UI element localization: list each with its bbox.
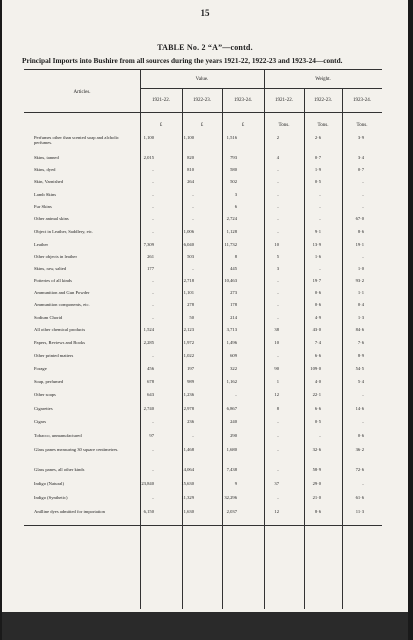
cell: 177 — [147, 266, 154, 271]
cell: 236 — [187, 419, 194, 424]
year-header: 1923-24. — [353, 98, 371, 103]
col-rule — [304, 88, 305, 609]
cell: 10 — [274, 242, 279, 247]
cell: 32,296 — [224, 495, 237, 500]
cell: .. — [361, 179, 364, 184]
cell: 643 — [147, 392, 154, 397]
cell: 0·6 — [314, 290, 321, 295]
col-rule — [140, 69, 141, 609]
cell: .. — [191, 204, 194, 209]
year-header: 1921-22. — [275, 98, 293, 103]
articles-header: Articles. — [73, 90, 91, 95]
cell: 456 — [147, 366, 154, 371]
cell: 0·5 — [314, 419, 321, 424]
cell: .. — [276, 204, 279, 209]
cell: .. — [151, 278, 154, 283]
row-label: Skins, dyed — [34, 167, 56, 172]
cell: 1,972 — [183, 340, 194, 345]
row-label: Forage — [34, 366, 47, 371]
cell: 6,040 — [183, 242, 194, 247]
cell: 58·9 — [312, 467, 321, 472]
cell: 14·6 — [355, 406, 364, 411]
row-label: Papers, Reviews and Books — [34, 340, 86, 345]
cell: .. — [151, 179, 154, 184]
cell: .. — [276, 229, 279, 234]
cell: .. — [276, 167, 279, 172]
cell: 6·6 — [314, 406, 321, 411]
cell: 8·9 — [357, 353, 364, 358]
cell: .. — [276, 419, 279, 424]
row-label: Anilline dyes admitted for importation — [34, 509, 105, 514]
cell: 8 — [276, 406, 279, 411]
cell: .. — [151, 467, 154, 472]
cell: 322 — [230, 366, 237, 371]
cell: 7,309 — [143, 242, 154, 247]
row-label: Glass panes measuring 30 square centimetres. — [34, 447, 119, 452]
cell: .. — [151, 167, 154, 172]
cell: .. — [151, 419, 154, 424]
row-label: Other animal skins — [34, 216, 69, 221]
cell: .. — [276, 433, 279, 438]
cell: 6,867 — [226, 406, 237, 411]
cell: .. — [151, 290, 154, 295]
cell: .. — [151, 315, 154, 320]
cell: 7,438 — [226, 467, 237, 472]
cell: 11,329 — [181, 495, 194, 500]
row-label: Cigars — [34, 419, 46, 424]
cell: .. — [151, 353, 154, 358]
row-label: Cigarettes — [34, 406, 53, 411]
cell: .. — [361, 392, 364, 397]
year-header: 1922-23. — [314, 98, 332, 103]
cell: 1,496 — [226, 340, 237, 345]
cell: 1,100 — [143, 135, 154, 140]
cell: 54·5 — [355, 366, 364, 371]
cell: .. — [318, 216, 321, 221]
cell: 0·5 — [314, 179, 321, 184]
row-label: Leather — [34, 242, 49, 247]
cell: .. — [151, 204, 154, 209]
cell: 10 — [274, 340, 279, 345]
cell: 290 — [230, 433, 237, 438]
unit-label: £ — [241, 123, 245, 128]
cell: 1,101 — [183, 290, 194, 295]
col-rule — [222, 88, 223, 609]
cell: 1 — [276, 379, 279, 384]
cell: 502 — [230, 179, 237, 184]
cell: 36·2 — [355, 447, 364, 452]
cell: .. — [191, 433, 194, 438]
cell: 2,037 — [226, 509, 237, 514]
cell: 609 — [230, 353, 237, 358]
cell: 67·0 — [355, 216, 364, 221]
unit-label: £ — [200, 123, 204, 128]
cell: 8 — [234, 254, 237, 259]
row-label: Ammunition and Gun Powder — [34, 290, 90, 295]
cell: 6,150 — [143, 509, 154, 514]
row-label: Tobacco, unmanufactured — [34, 433, 82, 438]
row-label: Potteries of all kinds — [34, 278, 72, 283]
cell: .. — [151, 229, 154, 234]
cell: .. — [276, 179, 279, 184]
cell: 61·6 — [355, 495, 364, 500]
cell: 1,128 — [226, 229, 237, 234]
row-label: Indigo (Natural) — [34, 481, 64, 486]
cell: .. — [276, 290, 279, 295]
cell: 13·9 — [312, 242, 321, 247]
cell: 19·7 — [312, 278, 321, 283]
cell: .. — [276, 467, 279, 472]
cell: 7·6 — [357, 340, 364, 345]
cell: 3 — [234, 192, 237, 197]
cell: 4·0 — [314, 379, 321, 384]
cell: 84·6 — [355, 327, 364, 332]
cell: 2,123 — [183, 327, 194, 332]
cell: 22·1 — [312, 392, 321, 397]
cell: 7·4 — [314, 340, 321, 345]
cell: .. — [318, 433, 321, 438]
cell: 3,713 — [226, 327, 237, 332]
cell: 6 — [234, 204, 237, 209]
cell: 4 — [276, 155, 279, 160]
row-label: Fur Skins — [34, 204, 52, 209]
year-header: 1921-22. — [152, 98, 170, 103]
cell: 0·4 — [357, 302, 364, 307]
cell: 273 — [230, 290, 237, 295]
cell: 0·6 — [314, 302, 321, 307]
cell: .. — [361, 204, 364, 209]
cell: 5·4 — [357, 379, 364, 384]
cell: .. — [361, 419, 364, 424]
cell: 2 — [276, 135, 279, 140]
row-label: All other chemical products — [34, 327, 86, 332]
cell: 197 — [187, 366, 194, 371]
table-bottom-rule — [24, 525, 382, 526]
cell: .. — [276, 302, 279, 307]
cell: 3·4 — [357, 155, 364, 160]
col-rule — [182, 88, 183, 609]
row-label: Other soaps — [34, 392, 56, 397]
col-rule — [342, 88, 343, 609]
cell: 97 — [149, 433, 154, 438]
cell: 2·6 — [314, 135, 321, 140]
row-label: Lamb Skins — [34, 192, 57, 197]
cell: .. — [276, 315, 279, 320]
cell: 38 — [274, 327, 279, 332]
year-header: 1922-23. — [193, 98, 211, 103]
cell: 21·0 — [312, 495, 321, 500]
unit-label: Tons. — [317, 123, 329, 128]
cell: 50 — [189, 315, 194, 320]
table-name: TABLE No. 2 “A”—contd. — [157, 43, 253, 52]
document-page — [2, 0, 408, 640]
scan-shadow — [2, 612, 408, 640]
cell: 178 — [230, 302, 237, 307]
cell: 32·6 — [312, 447, 321, 452]
cell: 37 — [274, 481, 279, 486]
cell: 1,100 — [183, 135, 194, 140]
unit-label: Tons. — [278, 123, 290, 128]
cell: .. — [151, 447, 154, 452]
row-label: Perfumes other than scented soap and alcholic perfumes. — [34, 135, 119, 146]
cell: 72·6 — [355, 467, 364, 472]
header-bottom-rule — [24, 112, 382, 113]
cell: 214 — [230, 315, 237, 320]
cell: 1,630 — [183, 509, 194, 514]
unit-label: Tons. — [356, 123, 368, 128]
group-rule — [140, 88, 382, 89]
cell: 4,064 — [183, 467, 194, 472]
cell: 2,724 — [226, 216, 237, 221]
cell: 9·1 — [314, 229, 321, 234]
cell: .. — [318, 204, 321, 209]
cell: 109·0 — [310, 366, 321, 371]
cell: .. — [191, 266, 194, 271]
table-title: Principal Imports into Bushire from all sources during the years 1921-22, 1922-23 and 1923-24—contd. — [22, 56, 343, 65]
unit-label: £ — [159, 123, 163, 128]
cell: .. — [361, 481, 364, 486]
cell: .. — [318, 192, 321, 197]
cell: 820 — [187, 155, 194, 160]
cell: 261 — [147, 254, 154, 259]
row-label: Ammunition components, etc. — [34, 302, 90, 307]
cell: .. — [361, 254, 364, 259]
cell: 9 — [234, 481, 237, 486]
cell: 1,236 — [183, 392, 194, 397]
cell: 0·7 — [357, 167, 364, 172]
cell: 1·9 — [314, 167, 321, 172]
cell: .. — [276, 495, 279, 500]
cell: 90 — [274, 366, 279, 371]
cell: 810 — [187, 167, 194, 172]
cell: 29·0 — [312, 481, 321, 486]
table-top-rule — [24, 69, 382, 70]
row-label: Glass panes, all other kinds — [34, 467, 85, 472]
cell: .. — [361, 192, 364, 197]
row-label: Object in Leather, Saddlery, etc. — [34, 229, 94, 234]
cell: .. — [276, 447, 279, 452]
cell: 6·6 — [314, 353, 321, 358]
cell: .. — [151, 192, 154, 197]
cell: .. — [151, 302, 154, 307]
row-label: Soap, perfumed — [34, 379, 64, 384]
cell: .. — [191, 192, 194, 197]
cell: 3·9 — [357, 135, 364, 140]
cell: 1,006 — [183, 229, 194, 234]
cell: 0·7 — [314, 155, 321, 160]
cell: 93·2 — [355, 278, 364, 283]
cell: 793 — [230, 155, 237, 160]
cell: 1·1 — [357, 290, 364, 295]
cell: 12 — [274, 509, 279, 514]
col-rule — [264, 69, 265, 609]
cell: .. — [318, 266, 321, 271]
row-label: Other printed matters — [34, 353, 74, 358]
cell: 1,680 — [226, 447, 237, 452]
row-label: Other objects in leather — [34, 254, 77, 259]
row-label: Sodium Chorid — [34, 315, 63, 320]
cell: 1·0 — [357, 266, 364, 271]
cell: 8·6 — [314, 509, 321, 514]
cell: 1,162 — [226, 379, 237, 384]
cell: 2,978 — [183, 406, 194, 411]
year-header: 1923-24. — [234, 98, 252, 103]
cell: 264 — [187, 179, 194, 184]
cell: 1·6 — [314, 254, 321, 259]
cell: 12 — [274, 392, 279, 397]
cell: 1,468 — [183, 447, 194, 452]
cell: 2,740 — [143, 406, 154, 411]
cell: 19·1 — [355, 242, 364, 247]
cell: .. — [276, 192, 279, 197]
cell: 11,732 — [224, 242, 237, 247]
cell: 2,285 — [143, 340, 154, 345]
cell: 3 — [276, 266, 279, 271]
weight-header: Weight. — [315, 77, 331, 82]
cell: 2,015 — [143, 155, 154, 160]
cell: 2,718 — [183, 278, 194, 283]
cell: 278 — [187, 302, 194, 307]
row-label: Indigo (Synthetic) — [34, 495, 68, 500]
cell: .. — [234, 392, 237, 397]
cell: 8·6 — [357, 229, 364, 234]
value-header: Value. — [195, 77, 209, 82]
cell: 11·3 — [355, 509, 364, 514]
cell: .. — [191, 216, 194, 221]
cell: 4·9 — [314, 315, 321, 320]
cell: 503 — [187, 254, 194, 259]
cell: 580 — [230, 167, 237, 172]
cell: 445 — [230, 266, 237, 271]
page-number: 15 — [200, 8, 210, 18]
cell: .. — [276, 353, 279, 358]
row-label: Skins, raw, salted — [34, 266, 67, 271]
cell: 0·6 — [357, 433, 364, 438]
cell: 1,022 — [183, 353, 194, 358]
cell: 15,630 — [181, 481, 194, 486]
cell: 43·0 — [312, 327, 321, 332]
cell: 989 — [187, 379, 194, 384]
row-label: Skins, tanned — [34, 155, 59, 160]
cell: .. — [276, 216, 279, 221]
cell: .. — [151, 216, 154, 221]
cell: .. — [151, 495, 154, 500]
cell: 678 — [147, 379, 154, 384]
cell: 240 — [230, 419, 237, 424]
cell: 10,463 — [224, 278, 237, 283]
cell: 5 — [276, 254, 279, 259]
cell: .. — [276, 278, 279, 283]
cell: 23,840 — [141, 481, 154, 486]
row-label: Skin, Varnished — [34, 179, 64, 184]
cell: 1·3 — [357, 315, 364, 320]
cell: 1,524 — [143, 327, 154, 332]
cell: 1,516 — [226, 135, 237, 140]
